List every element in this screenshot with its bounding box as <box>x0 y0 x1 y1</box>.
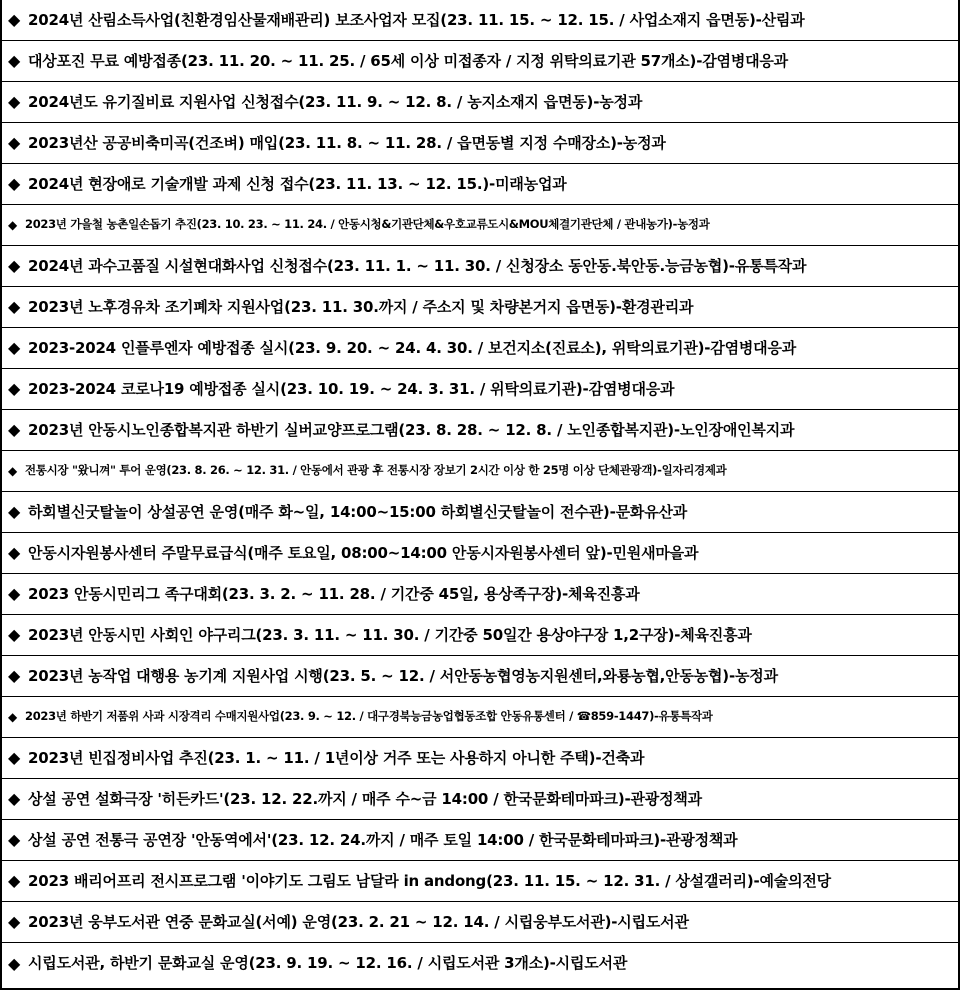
diamond-bullet-icon: ◆ <box>8 953 21 973</box>
diamond-bullet-icon: ◆ <box>8 502 21 521</box>
notice-row[interactable] <box>2 902 958 943</box>
diamond-bullet-icon: ◆ <box>8 871 21 890</box>
notice-text[interactable]: 하회별신굿탈놀이 상설공연 운영(매주 화~일, 14:00~15:00 하회별신굿탈놀이 전수관)-문화유산과 <box>28 502 688 521</box>
diamond-bullet-icon: ◆ <box>8 338 21 357</box>
notice-row[interactable] <box>2 287 958 328</box>
diamond-bullet-icon: ◆ <box>8 464 18 478</box>
notice-row[interactable] <box>2 41 958 82</box>
notice-text[interactable]: 2024년 과수고품질 시설현대화사업 신청접수(23. 11. 1. ~ 11. 30. / 신청장소 동안동.북안동.능금농협)-유통특작과 <box>28 256 807 275</box>
notice-row[interactable] <box>2 820 958 861</box>
notice-row[interactable] <box>2 533 958 574</box>
diamond-bullet-icon: ◆ <box>8 625 21 644</box>
notice-text[interactable]: 대상포진 무료 예방접종(23. 11. 20. ~ 11. 25. / 65세 이상 미접종자 / 지정 위탁의료기관 57개소)-감염병대응과 <box>28 51 788 70</box>
notice-list <box>2 0 958 984</box>
notice-text[interactable]: 2023년 빈집정비사업 추진(23. 1. ~ 11. / 1년이상 거주 또는 사용하지 아니한 주택)-건축과 <box>28 748 645 767</box>
notice-row[interactable] <box>2 738 958 779</box>
diamond-bullet-icon: ◆ <box>8 543 21 562</box>
notice-row[interactable] <box>2 205 958 246</box>
notice-text[interactable]: 상설 공연 설화극장 '히든카드'(23. 12. 22.까지 / 매주 수~금 14:00 / 한국문화테마파크)-관광정책과 <box>28 789 702 808</box>
notice-row[interactable] <box>2 369 958 410</box>
notice-text[interactable]: 상설 공연 전통극 공연장 '안동역에서'(23. 12. 24.까지 / 매주 토일 14:00 / 한국문화테마파크)-관광정책과 <box>28 830 738 849</box>
diamond-bullet-icon: ◆ <box>8 133 21 152</box>
notice-text[interactable]: 2023년 가을철 농촌일손돕기 추진(23. 10. 23. ~ 11. 24. / 안동시청&기관단체&우호교류도시&MOU체결기관단체 / 관내농가)-농정과 <box>25 217 710 232</box>
notice-row[interactable] <box>2 82 958 123</box>
notice-row[interactable] <box>2 328 958 369</box>
diamond-bullet-icon: ◆ <box>8 830 21 849</box>
notice-row[interactable] <box>2 492 958 533</box>
diamond-bullet-icon: ◆ <box>8 710 18 724</box>
notice-row[interactable] <box>2 697 958 738</box>
notice-text[interactable]: 2023-2024 인플루엔자 예방접종 실시(23. 9. 20. ~ 24. 4. 30. / 보건지소(진료소), 위탁의료기관)-감염병대응과 <box>28 338 797 357</box>
notice-text[interactable]: 2023년 노후경유차 조기폐차 지원사업(23. 11. 30.까지 / 주소지 및 차량본거지 읍면동)-환경관리과 <box>28 297 694 316</box>
diamond-bullet-icon: ◆ <box>8 379 21 398</box>
notice-text[interactable]: 2023-2024 코로나19 예방접종 실시(23. 10. 19. ~ 24. 3. 31. / 위탁의료기관)-감염병대응과 <box>28 379 675 398</box>
diamond-bullet-icon: ◆ <box>8 174 21 193</box>
notice-text[interactable]: 2023년 하반기 저품위 사과 시장격리 수매지원사업(23. 9. ~ 12. / 대구경북능금농업협동조합 안동유통센터 / ☎859-1447)-유통특작과 <box>25 709 713 724</box>
notice-text[interactable]: 2023년 안동시노인종합복지관 하반기 실버교양프로그램(23. 8. 28. ~ 12. 8. / 노인종합복지관)-노인장애인복지과 <box>28 420 795 439</box>
notice-row[interactable] <box>2 451 958 492</box>
notice-row[interactable] <box>2 656 958 697</box>
diamond-bullet-icon: ◆ <box>8 748 21 767</box>
diamond-bullet-icon: ◆ <box>8 10 21 29</box>
diamond-bullet-icon: ◆ <box>8 584 21 603</box>
notice-text[interactable]: 2024년 현장애로 기술개발 과제 신청 접수(23. 11. 13. ~ 12. 15.)-미래농업과 <box>28 174 567 193</box>
notice-row[interactable] <box>2 861 958 902</box>
diamond-bullet-icon: ◆ <box>8 420 21 439</box>
notice-row[interactable] <box>2 164 958 205</box>
notice-row[interactable] <box>2 246 958 287</box>
notice-row[interactable] <box>2 0 958 41</box>
diamond-bullet-icon: ◆ <box>8 256 21 275</box>
notice-row[interactable] <box>2 615 958 656</box>
notice-text[interactable]: 2023 배리어프리 전시프로그램 '이야기도 그림도 남달라 in andong(23. 11. 15. ~ 12. 31. / 상설갤러리)-예술의전당 <box>28 871 831 890</box>
notice-text[interactable]: 2024년도 유기질비료 지원사업 신청접수(23. 11. 9. ~ 12. 8. / 농지소재지 읍면동)-농정과 <box>28 92 643 111</box>
notice-text[interactable]: 2023년 안동시민 사회인 야구리그(23. 3. 11. ~ 11. 30. / 기간중 50일간 용상야구장 1,2구장)-체육진흥과 <box>28 625 752 644</box>
notice-text[interactable]: 2023년 농작업 대행용 농기계 지원사업 시행(23. 5. ~ 12. / 서안동농협영농지원센터,와룡농협,안동농협)-농정과 <box>28 666 778 685</box>
diamond-bullet-icon: ◆ <box>8 92 21 111</box>
notice-row[interactable] <box>2 410 958 451</box>
notice-row[interactable] <box>2 123 958 164</box>
notice-text[interactable]: 2023 안동시민리그 족구대회(23. 3. 2. ~ 11. 28. / 기간중 45일, 용상족구장)-체육진흥과 <box>28 584 640 603</box>
notice-text[interactable]: 안동시자원봉사센터 주말무료급식(매주 토요일, 08:00~14:00 안동시자원봉사센터 앞)-민원새마을과 <box>28 543 699 562</box>
diamond-bullet-icon: ◆ <box>8 51 21 70</box>
notice-text[interactable]: 2023년 웅부도서관 연중 문화교실(서예) 운영(23. 2. 21 ~ 12. 14. / 시립웅부도서관)-시립도서관 <box>28 912 689 931</box>
notice-row[interactable] <box>2 779 958 820</box>
notice-text[interactable]: 전통시장 "왔니껴" 투어 운영(23. 8. 26. ~ 12. 31. / 안동에서 관광 후 전통시장 장보기 2시간 이상 한 25명 이상 단체관광객)-일자리경제과 <box>25 463 727 478</box>
diamond-bullet-icon: ◆ <box>8 218 18 232</box>
diamond-bullet-icon: ◆ <box>8 912 21 931</box>
diamond-bullet-icon: ◆ <box>8 297 21 316</box>
notice-row[interactable] <box>2 574 958 615</box>
diamond-bullet-icon: ◆ <box>8 789 21 808</box>
notice-row[interactable] <box>2 943 958 984</box>
notice-text[interactable]: 시립도서관, 하반기 문화교실 운영(23. 9. 19. ~ 12. 16. / 시립도서관 3개소)-시립도서관 <box>28 954 628 972</box>
notice-text[interactable]: 2023년산 공공비축미곡(건조벼) 매입(23. 11. 8. ~ 11. 28. / 읍면동별 지정 수매장소)-농정과 <box>28 133 666 152</box>
notice-text[interactable]: 2024년 산림소득사업(친환경임산물재배관리) 보조사업자 모집(23. 11. 15. ~ 12. 15. / 사업소재지 읍면동)-산림과 <box>28 10 805 29</box>
diamond-bullet-icon: ◆ <box>8 666 21 685</box>
